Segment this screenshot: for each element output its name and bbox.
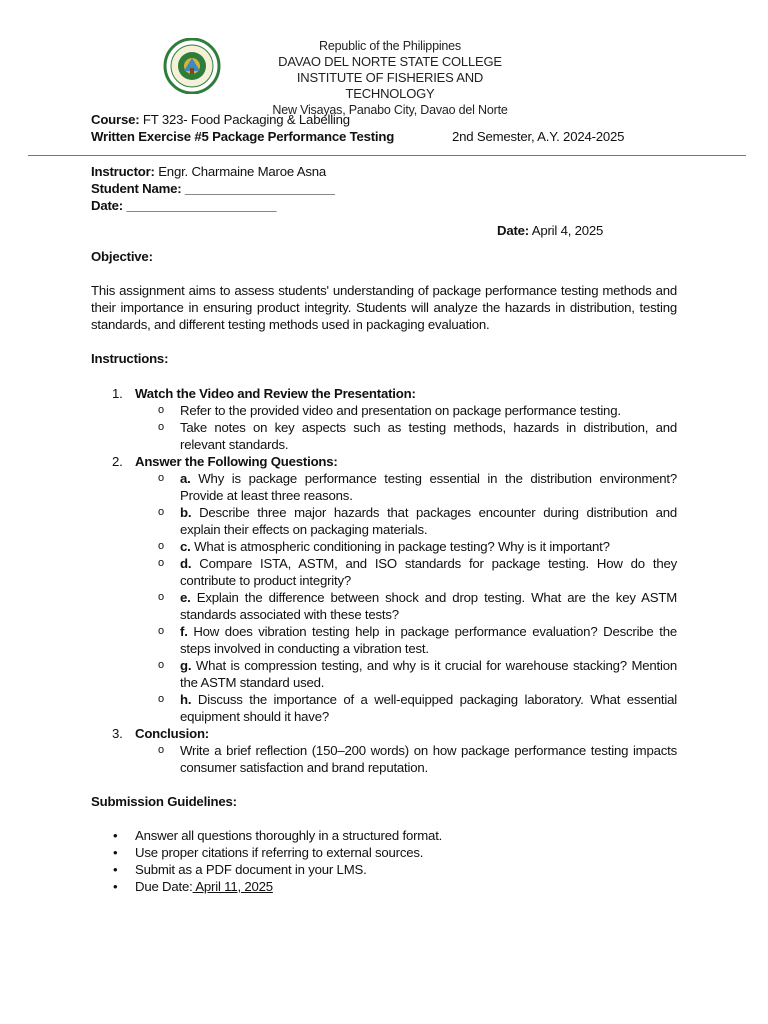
- guideline-item: [91, 827, 677, 844]
- objective-heading: Objective:: [91, 249, 153, 264]
- question-label: b.: [180, 505, 192, 520]
- date-field-line: [91, 197, 677, 214]
- header-date-value: April 4, 2025: [528, 223, 604, 238]
- question-h: [135, 691, 677, 725]
- question-text: Explain the difference between shock and drop testing. What are the key ASTM standards associated with these tests?: [180, 590, 677, 622]
- instructor-value: Engr. Charmaine Maroe Asna: [154, 164, 327, 179]
- question-text: What is atmospheric conditioning in package testing? Why is it important?: [190, 539, 610, 554]
- instruction-item-questions: [91, 453, 677, 725]
- letterhead-address: New Visayas, Panabo City, Davao del Norte: [272, 103, 508, 117]
- due-date-label: Due Date:: [135, 879, 193, 894]
- instruction-number: 3.: [112, 726, 123, 741]
- letterhead: [265, 38, 515, 118]
- objective-text: This assignment aims to assess students' understanding of package performance testing methods and their importance in ensuring product integrity. Students will analyze the hazards in distribution, testing standards, and different testing methods used in packaging evaluation.: [91, 283, 677, 332]
- course-line: [91, 111, 677, 128]
- question-label: a.: [180, 471, 191, 486]
- student-name-line: [91, 180, 677, 197]
- bullet-dot: •: [113, 845, 118, 860]
- question-label: d.: [180, 556, 192, 571]
- question-label: e.: [180, 590, 191, 605]
- instructor-label: Instructor:: [91, 164, 155, 179]
- sub-bullet: o: [158, 693, 164, 705]
- guideline-text: Submit as a PDF document in your LMS.: [135, 862, 367, 877]
- submission-heading: Submission Guidelines:: [91, 794, 237, 809]
- instruction-title: Answer the Following Questions:: [135, 454, 338, 469]
- guideline-text: Answer all questions thoroughly in a structured format.: [135, 828, 443, 843]
- question-label: f.: [180, 624, 188, 639]
- sub-bullet: o: [158, 744, 164, 756]
- question-text: How does vibration testing help in package performance evaluation? Describe the steps involved in conducting a vibration test.: [180, 624, 677, 656]
- question-text: Describe three major hazards that packages encounter during distribution and explain their effects on packaging materials.: [180, 505, 677, 537]
- sub-bullet: o: [158, 404, 164, 416]
- instruction-number: 2.: [112, 454, 123, 469]
- question-label: g.: [180, 658, 192, 673]
- bullet-dot: •: [113, 879, 118, 894]
- sub-item-text: Write a brief reflection (150–200 words) on how package performance testing impacts consumer satisfaction and brand reputation.: [180, 743, 677, 775]
- due-date-item: [91, 878, 677, 895]
- instructor-line: [91, 163, 677, 180]
- question-text: Compare ISTA, ASTM, and ISO standards for package testing. How do they contribute to product integrity?: [180, 556, 677, 588]
- question-b: [135, 504, 677, 538]
- sub-bullet: o: [158, 659, 164, 671]
- question-e: [135, 589, 677, 623]
- guideline-item: [91, 844, 677, 861]
- letterhead-republic: Republic of the Philippines: [319, 39, 461, 53]
- bullet-dot: •: [113, 828, 118, 843]
- instruction-title: Watch the Video and Review the Presentation:: [135, 386, 416, 401]
- sub-bullet: o: [158, 625, 164, 637]
- header-date-label: Date:: [497, 223, 529, 238]
- instruction-title: Conclusion:: [135, 726, 209, 741]
- question-f: [135, 623, 677, 657]
- instruction-sublist: [135, 402, 677, 453]
- date-field-label: Date: _____________________: [91, 198, 277, 213]
- letterhead-institute: INSTITUTE OF FISHERIES AND TECHNOLOGY: [296, 70, 484, 101]
- course-label: Course:: [91, 112, 140, 127]
- instruction-number: 1.: [112, 386, 123, 401]
- instructions-list: [91, 385, 677, 776]
- sub-item: [135, 742, 677, 776]
- sub-bullet: o: [158, 557, 164, 569]
- bullet-dot: •: [113, 862, 118, 877]
- question-a: [135, 470, 677, 504]
- instructions-heading: Instructions:: [91, 351, 169, 366]
- question-text: What is compression testing, and why is it crucial for warehouse stacking? Mention the ASTM standard used.: [180, 658, 677, 690]
- header-divider: [28, 155, 746, 156]
- sub-item: [135, 419, 677, 453]
- sub-bullet: o: [158, 506, 164, 518]
- question-label: h.: [180, 692, 192, 707]
- exercise-title: Written Exercise #5 Package Performance Testing: [91, 129, 395, 144]
- question-text: Discuss the importance of a well-equipped packaging laboratory. What essential equipment should it have?: [180, 692, 677, 724]
- letterhead-college-name: DAVAO DEL NORTE STATE COLLEGE: [278, 54, 502, 69]
- sub-item-text: Take notes on key aspects such as testing methods, hazards in distribution, and relevant standards.: [180, 420, 677, 452]
- question-list: [135, 470, 677, 725]
- question-d: [135, 555, 677, 589]
- due-date-value: April 11, 2025: [192, 879, 273, 894]
- sub-bullet: o: [158, 591, 164, 603]
- question-c: [135, 538, 677, 555]
- question-text: Why is package performance testing essential in the distribution environment? Provide at least three reasons.: [180, 471, 677, 503]
- instruction-item-watch: [91, 385, 677, 453]
- sub-bullet: o: [158, 421, 164, 433]
- course-value: FT 323- Food Packaging & Labelling: [139, 112, 350, 127]
- guideline-text: Use proper citations if referring to external sources.: [135, 845, 424, 860]
- question-g: [135, 657, 677, 691]
- instruction-sublist: [135, 742, 677, 776]
- student-name-label: Student Name: _____________________: [91, 181, 335, 196]
- sub-item: [135, 402, 677, 419]
- sub-bullet: o: [158, 472, 164, 484]
- sub-bullet: o: [158, 540, 164, 552]
- guideline-item: [91, 861, 677, 878]
- header-date: [497, 222, 603, 239]
- submission-list: [91, 827, 677, 895]
- instruction-item-conclusion: [91, 725, 677, 776]
- question-label: c.: [180, 539, 191, 554]
- college-seal-logo: [160, 38, 224, 94]
- semester-text: 2nd Semester, A.Y. 2024-2025: [452, 129, 625, 144]
- sub-item-text: Refer to the provided video and presentation on package performance testing.: [180, 403, 621, 418]
